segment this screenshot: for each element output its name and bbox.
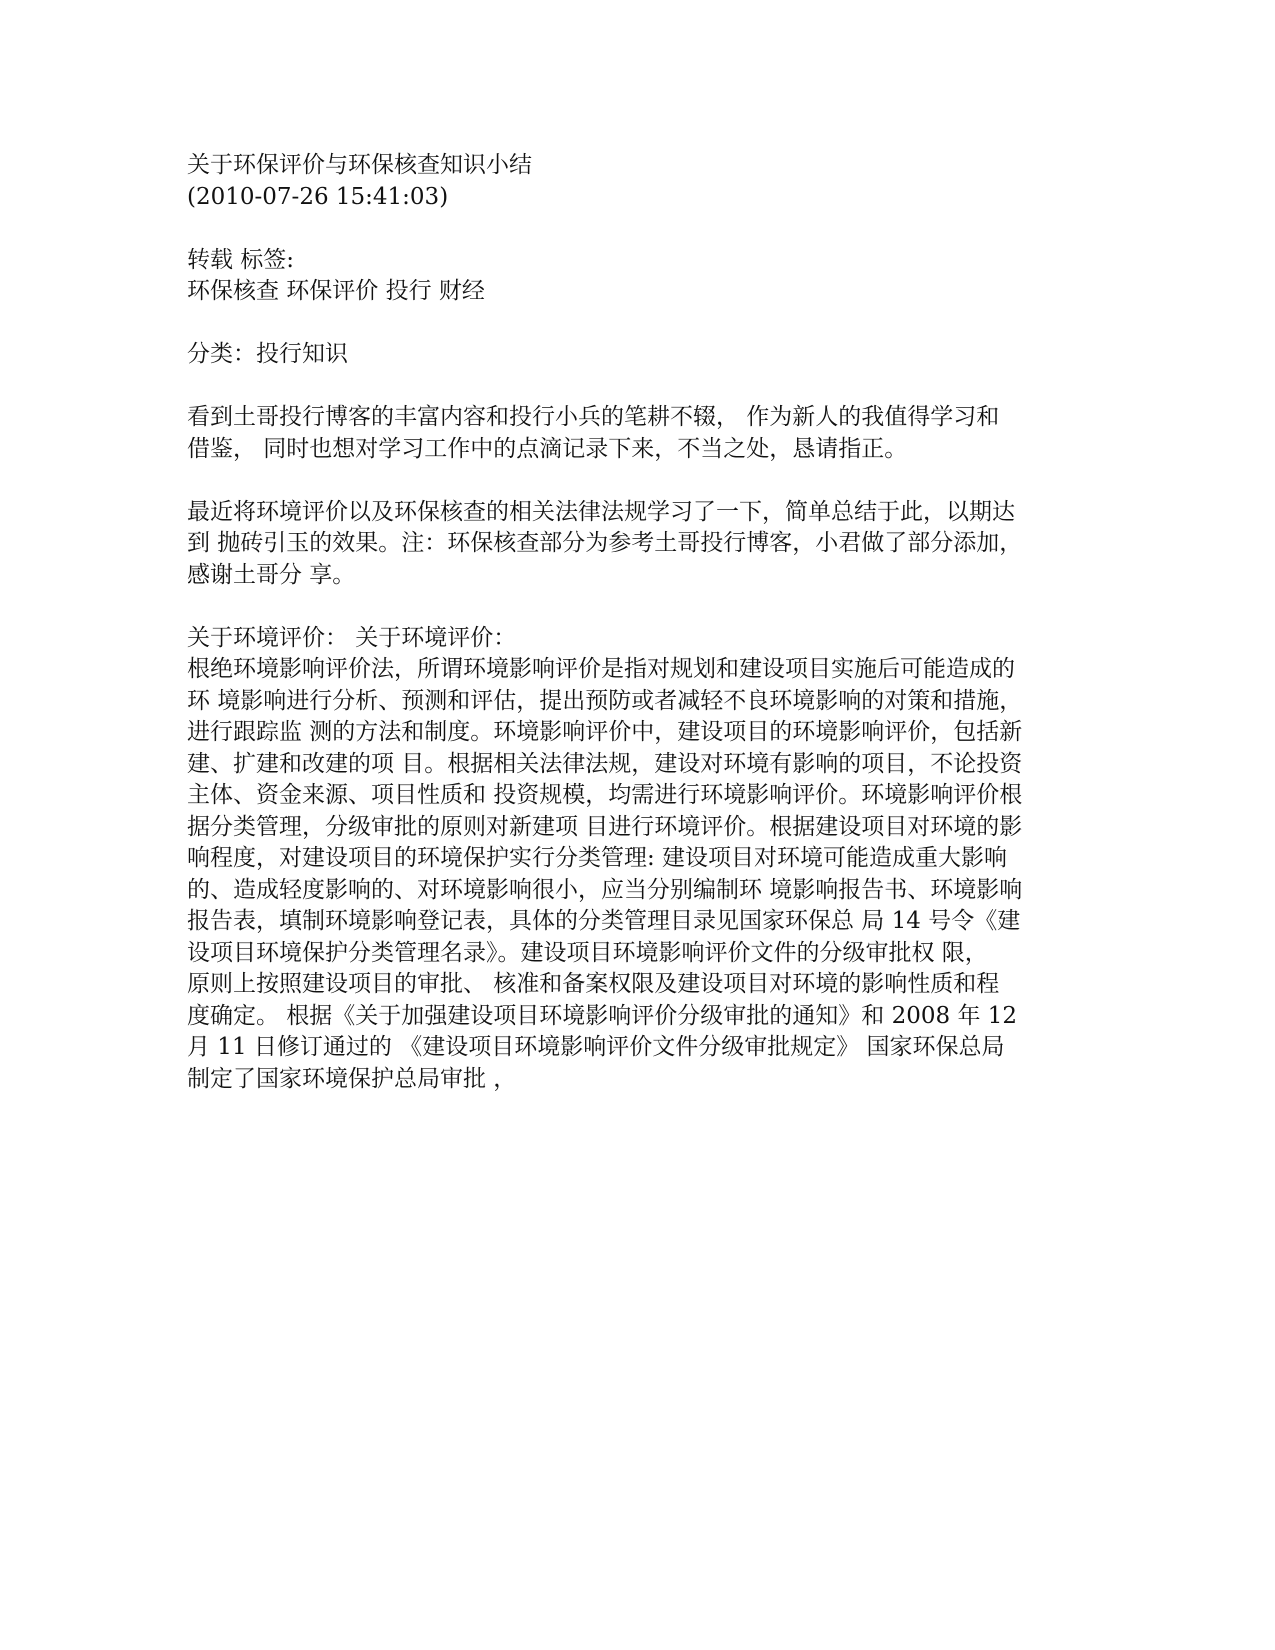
paragraph-line: 原则上按照建设项目的审批、 核准和备案权限及建设项目对环境的影响性质和程 <box>187 971 1000 997</box>
paragraph-line: 感谢土哥分 享。 <box>187 561 356 588</box>
paragraph-line: 建、扩建和改建的项 目。根据相关法律法规，建设对环境有影响的项目，不论投资 <box>187 750 1023 777</box>
paragraph-line: 最近将环境评价以及环保核查的相关法律法规学习了一下，简单总结于此，以期达 <box>187 498 1015 525</box>
paragraph-line: 报告表，填制环境影响登记表，具体的分类管理目录见国家环保总 局 14 号令《建 <box>187 908 1021 934</box>
paragraph-line: 设项目环境保护分类管理名录》。建设项目环境影响评价文件的分级审批权 限， <box>187 939 988 966</box>
spacer <box>187 465 1097 497</box>
paragraph-line: 根绝环境影响评价法，所谓环境影响评价是指对规划和建设项目实施后可能造成的 <box>187 656 1015 682</box>
paragraph-line: 进行跟踪监 测的方法和制度。环境影响评价中，建设项目的环境影响评价，包括新 <box>187 719 1023 745</box>
paragraph-line: 看到土哥投行博客的丰富内容和投行小兵的笔耕不辍， 作为新人的我值得学习和 <box>187 404 1000 430</box>
intro-paragraph <box>187 402 1097 465</box>
document-title: 关于环保评价与环保核查知识小结 <box>187 152 532 178</box>
tags-label: 转载 标签: <box>187 246 295 273</box>
document-datetime: (2010-07-26 15:41:03) <box>187 183 449 210</box>
tags-line: 环保核查 环保评价 投行 财经 <box>187 278 485 304</box>
paragraph-line: 借鉴， 同时也想对学习工作中的点滴记录下来，不当之处，恳请指正。 <box>187 435 908 462</box>
summary-paragraph <box>187 497 1097 592</box>
paragraph-line: 度确定。 根据《关于加强建设项目环境影响评价分级审批的通知》和 2008 年 12 <box>187 1002 1018 1029</box>
spacer <box>187 213 1097 245</box>
paragraph-line: 制定了国家环境保护总局审批 ， <box>187 1065 517 1092</box>
paragraph-line: 环 境影响进行分析、预测和评估，提出预防或者减轻不良环境影响的对策和措施， <box>187 687 1023 714</box>
spacer <box>187 308 1097 340</box>
body-paragraph <box>187 654 1097 1095</box>
document-page <box>187 150 1097 1095</box>
section-heading: 关于环境评价： 关于环境评价： <box>187 624 517 651</box>
spacer <box>187 371 1097 403</box>
paragraph-line: 响程度，对建设项目的环境保护实行分类管理: 建设项目对环境可能造成重大影响 <box>187 845 1008 871</box>
paragraph-line: 据分类管理，分级审批的原则对新建项 目进行环境评价。根据建设项目对环境的影 <box>187 813 1023 840</box>
paragraph-line: 月 11 日修订通过的 《建设项目环境影响评价文件分级审批规定》 国家环保总局 <box>187 1034 1005 1060</box>
spacer <box>187 591 1097 623</box>
paragraph-line: 主体、资金来源、项目性质和 投资规模，均需进行环境影响评价。环境影响评价根 <box>187 782 1023 808</box>
category-line: 分类：投行知识 <box>187 341 348 367</box>
paragraph-line: 的、造成轻度影响的、对环境影响很小，应当分别编制环 境影响报告书、环境影响 <box>187 876 1023 903</box>
paragraph-line: 到 抛砖引玉的效果。注：环保核查部分为参考土哥投行博客，小君做了部分添加， <box>187 530 1023 556</box>
